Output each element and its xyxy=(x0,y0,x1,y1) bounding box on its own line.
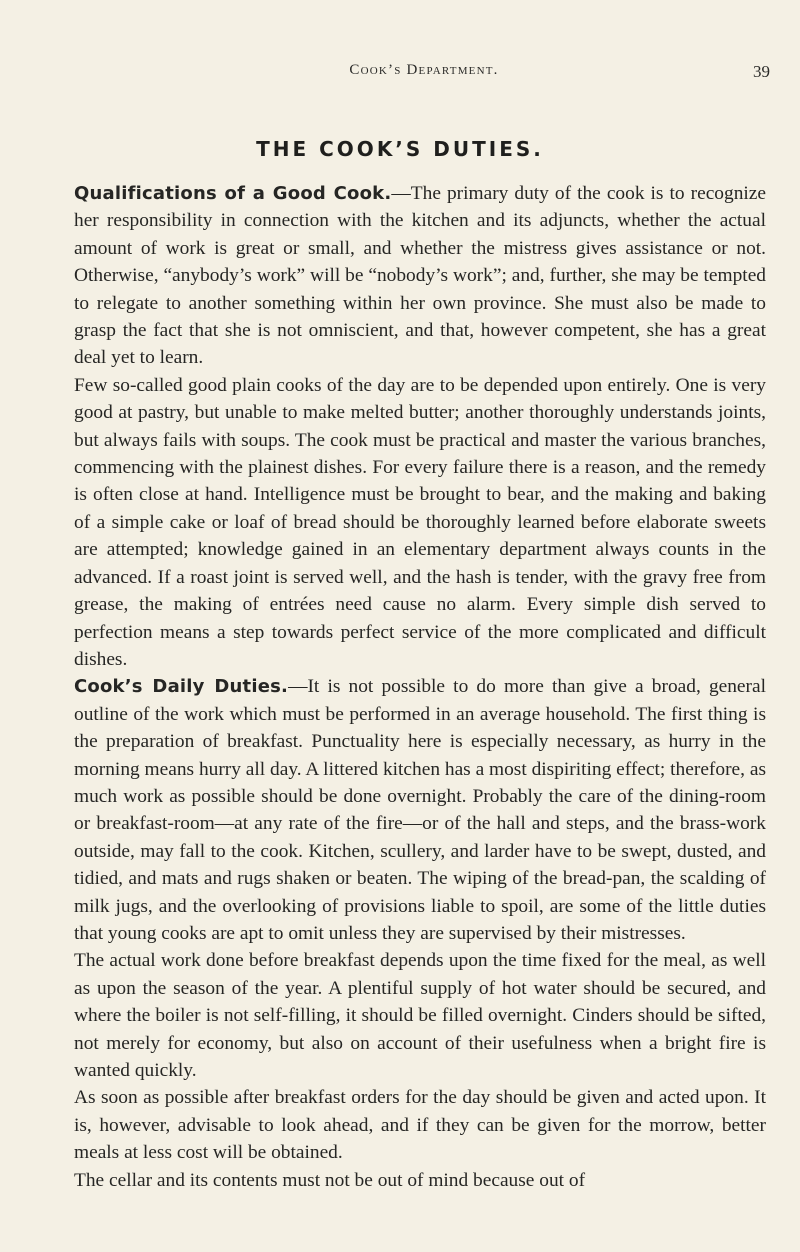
chapter-title: THE COOK’S DUTIES. xyxy=(256,137,544,161)
paragraph-text: The actual work done before breakfast depends upon the time fixed for the meal, as well as upon the season of the year. A plentiful supply of hot water should be secured, and where the boiler is not self-filling, it should be filled overnight. Cinders should be sifted, not merely for economy, but also on account of their usefulness when a bright fire is wanted quickly. xyxy=(74,950,766,1081)
paragraph-text: As soon as possible after breakfast orders for the day should be given and acted upon. It is, however, advisable to look ahead, and if they can be given for the morrow, better meals at less cost will be obtained. xyxy=(74,1087,766,1164)
running-head-section: Cook’s Department. xyxy=(349,62,499,78)
paragraph-text: —The primary duty of the cook is to recognize her responsibility in connection with the kitchen and its adjuncts, whether the actual amount of work is great or small, and whether the mistress gives assistance or not. Otherwise, “anybody’s work” will be “nobody’s work”; and, further, she may be tempted to relegate to another something within her own province. She must also be made to grasp the fact that she is not omniscient, and that, however competent, she has a great deal yet to learn. xyxy=(74,183,766,369)
paragraph-heading: Cook’s Daily Duties. xyxy=(74,676,289,698)
paragraph-text: Few so-called good plain cooks of the day are to be depended upon entirely. One is very good at pastry, but unable to make melted butter; another thoroughly understands joints, but always fails with soups. The cook must be practical and master the various branches, commencing with the plainest dishes. For every failure there is a reason, and the remedy is often close at hand. Intelligence must be brought to bear, and the making and baking of a simple cake or loaf of bread should be thoroughly learned before elaborate sweets are attempted; knowledge gained in an elementary department always counts in the advanced. If a roast joint is served well, and the hash is tender, with the gravy free from grease, the making of entrées need cause no alarm. Every simple dish served to perfection means a step towards perfect service of the more complicated and difficult dishes. xyxy=(74,374,766,670)
paragraph xyxy=(74,372,766,673)
paragraph xyxy=(74,180,766,372)
running-head xyxy=(78,62,770,86)
paragraph xyxy=(74,1084,766,1166)
paragraph-text: The cellar and its contents must not be out of mind because out of xyxy=(74,1169,586,1191)
paragraph-text: —It is not possible to do more than give a broad, general outline of the work which must be performed in an average household. The first thing is the preparation of breakfast. Punctuality here is especially necessary, as hurry in the morning means hurry all day. A littered kitchen has a most dispiriting effect; therefore, as much work as possible should be done overnight. Probably the care of the dining-room or breakfast-room—at any rate of the fire—or of the hall and steps, and the brass-work outside, may fall to the cook. Kitchen, scullery, and larder have to be swept, dusted, and tidied, and mats and rugs shaken or beaten. The wiping of the bread-pan, the scalding of milk jugs, and the overlooking of provisions liable to spoil, are some of the little duties that young cooks are apt to omit unless they are supervised by their mistresses. xyxy=(74,676,766,944)
body-text xyxy=(74,180,766,1194)
paragraph-heading: Qualifications of a Good Cook. xyxy=(74,183,392,204)
paragraph xyxy=(74,673,766,947)
paragraph xyxy=(74,1167,766,1194)
page-number: 39 xyxy=(753,62,770,81)
paragraph xyxy=(74,947,766,1084)
